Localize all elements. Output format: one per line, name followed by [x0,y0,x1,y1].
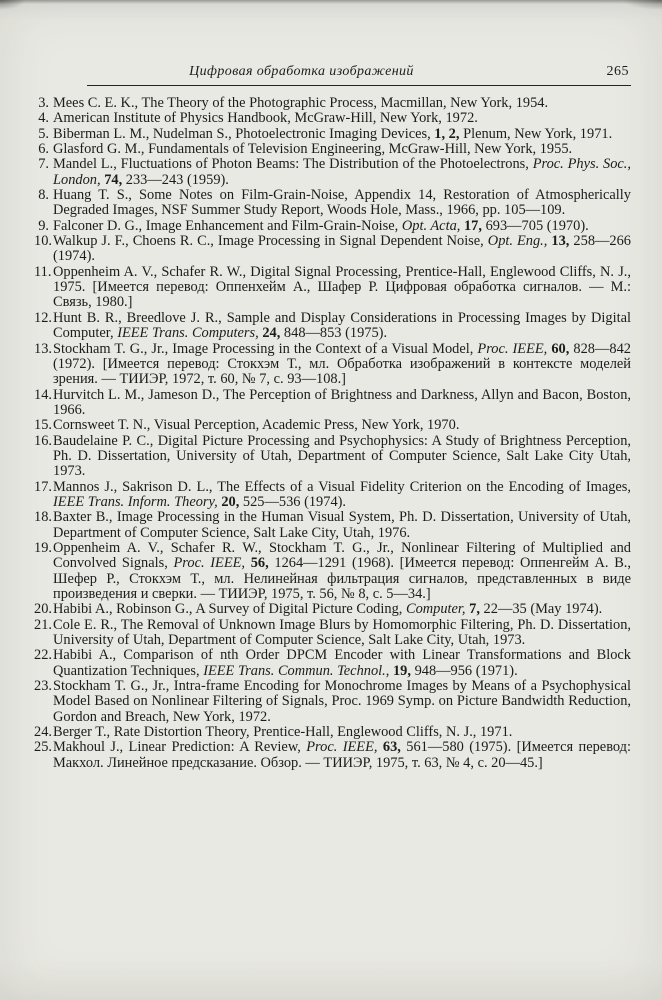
ref-text: Biberman L. M., Nudelman S., Photoelectronic Imaging Devices, 1, 2, Plenum, New York, 1971. [53,125,613,142]
ref-number: 10. [34,233,52,250]
ref-text: Mees C. E. K., The Theory of the Photographic Process, Macmillan, New York, 1954. [53,95,549,111]
ref-number: 18. [34,509,52,526]
ref-text: Makhoul J., Linear Prediction: A Review, Proc. IEEE, 63, 561—580 (1975). [Имеется перевод: Макхол. Линейное предсказание. Обзор. — ТИИЭР, 1975, т. 63, № 4, с. 20—45.] [53,739,631,771]
ref-number: 12. [34,309,52,326]
ref-text: Huang T. S., Some Notes on Film-Grain-Noise, Appendix 14, Restoration of Atmospherically Degraded Images, NSF Summer Study Report, Woods Hole, Mass., 1966, pp. 105—109. [53,187,631,219]
ref-text: Stockham T. G., Jr., Image Processing in the Context of a Visual Model, Proc. IEEE, 60, 828—842 (1972). [Имеется перевод: Стокхэм Т., мл. Обработка изображений в контексте моделей зрения. — ТИИЭР, 1972, т. 60, № 7, с. 93—108.] [53,340,631,388]
list-item [34,388,631,419]
list-item [34,311,631,342]
ref-number: 15. [34,417,52,434]
ref-text: American Institute of Physics Handbook, McGraw-Hill, New York, 1972. [53,110,478,127]
list-item [34,96,631,111]
list-item [34,434,631,480]
list-item [34,602,631,617]
list-item [34,541,631,602]
ref-text: Baxter B., Image Processing in the Human Visual System, Ph. D. Dissertation, University of Utah, Department of Computer Science, Salt Lake City, Utah, 1976. [53,509,631,541]
scan-edge-artifact [0,0,662,4]
ref-text: Cornsweet T. N., Visual Perception, Academic Press, New York, 1970. [53,417,460,434]
running-title: Цифровая обработка изображений [189,64,414,79]
list-item [34,219,631,234]
list-item [34,142,631,157]
list-item [34,418,631,433]
page-header [34,64,631,83]
list-item [34,157,631,188]
ref-number: 13. [34,340,52,357]
ref-text: Walkup J. F., Choens R. C., Image Processing in Signal Dependent Noise, Opt. Eng., 13, 258—266 (1974). [53,233,631,265]
list-item [34,648,631,679]
list-item [34,679,631,725]
list-item [34,510,631,541]
ref-number: 16. [34,432,52,449]
ref-number: 11. [34,263,52,280]
list-item [34,618,631,649]
ref-text: Glasford G. M., Fundamentals of Television Engineering, McGraw-Hill, New York, 1955. [53,141,573,158]
ref-number: 24. [34,724,52,741]
ref-number: 23. [34,678,52,695]
ref-number: 22. [34,647,52,664]
ref-text: Hurvitch L. M., Jameson D., The Perception of Brightness and Darkness, Allyn and Bacon, Boston, 1966. [53,386,631,418]
list-item [34,480,631,511]
scan-corner-artifact-left [0,0,26,10]
ref-number: 3. [38,95,49,111]
ref-text: Stockham T. G., Jr., Intra-frame Encoding for Monochrome Images by Means of a Psychophysical Model Based on Nonlinear Filtering of Signals, Proc. 1969 Symp. on Picture Bandwidth Reduction, Gordon and Breach, New York, 1972. [53,678,631,725]
header-rule [87,85,631,86]
ref-number: 6. [38,141,49,158]
list-item [34,342,631,388]
ref-number: 5. [38,125,49,142]
ref-text: Baudelaine P. C., Digital Picture Processing and Psychophysics: A Study of Brightness Perception, Ph. D. Dissertation, University of Utah, Department of Computer Science, Salt Lake City Utah, 1973. [53,432,631,480]
references-list [34,96,631,771]
ref-text: Mandel L., Fluctuations of Photon Beams: The Distribution of the Photoelectrons, Proc. Phys. Soc., London, 74, 233—243 (1959). [53,156,631,188]
ref-number: 4. [38,110,49,127]
ref-text: Oppenheim A. V., Schafer R. W., Stockham T. G., Jr., Nonlinear Filtering of Multiplied and Convolved Signals, Proc. IEEE, 56, 1264—1291 (1968). [Имеется перевод: Оппенгейм А. В., Шефер Р., Стокхэм Т., мл. Нелинейная фильтрация сигналов, представленных в виде произведения и сверки. — ТИИЭР, 1975, т. 56, № 8, с. 5—34.] [53,539,631,602]
ref-number: 20. [34,601,52,618]
ref-number: 17. [34,478,52,495]
ref-text: Mannos J., Sakrison D. L., The Effects of a Visual Fidelity Criterion on the Encoding of Images, IEEE Trans. Inform. Theory, 20, 525—536 (1974). [53,478,631,510]
list-item [34,265,631,311]
ref-number: 25. [34,739,52,756]
list-item [34,111,631,126]
ref-number: 19. [34,539,52,556]
ref-text: Berger T., Rate Distortion Theory, Prentice-Hall, Englewood Cliffs, N. J., 1971. [53,724,513,741]
ref-text: Cole E. R., The Removal of Unknown Image Blurs by Homomorphic Filtering, Ph. D. Dissertation, University of Utah, Department of Computer Science, Salt Lake City, Utah, 1973. [53,616,631,649]
scan-corner-artifact-right [622,0,662,10]
ref-text: Habibi A., Robinson G., A Survey of Digital Picture Coding, Computer, 7, 22—35 (May 1974). [53,601,603,618]
page-number: 265 [606,64,629,79]
list-item [34,740,631,771]
ref-number: 7. [38,156,49,173]
ref-number: 9. [38,217,49,234]
ref-number: 14. [34,386,52,403]
list-item [34,234,631,265]
ref-number: 8. [38,187,49,204]
ref-number: 21. [34,616,52,633]
ref-text: Hunt B. R., Breedlove J. R., Sample and Display Considerations in Processing Images by Digital Computer, IEEE Trans. Computers, 24, 848—853 (1975). [53,309,631,342]
list-item [34,725,631,740]
ref-text: Falconer D. G., Image Enhancement and Film-Grain-Noise, Opt. Acta, 17, 693—705 (1970). [53,217,589,234]
ref-text: Oppenheim A. V., Schafer R. W., Digital Signal Processing, Prentice-Hall, Englewood Cliffs, N. J., 1975. [Имеется перевод: Оппенхейм А., Шафер Р. Цифровая обработка сигналов. — М.: Связь, 1980.] [53,263,631,311]
ref-text: Habibi A., Comparison of nth Order DPCM Encoder with Linear Transformations and Block Quantization Techniques, IEEE Trans. Commun. Technol., 19, 948—956 (1971). [53,647,631,679]
list-item [34,188,631,219]
list-item [34,127,631,142]
